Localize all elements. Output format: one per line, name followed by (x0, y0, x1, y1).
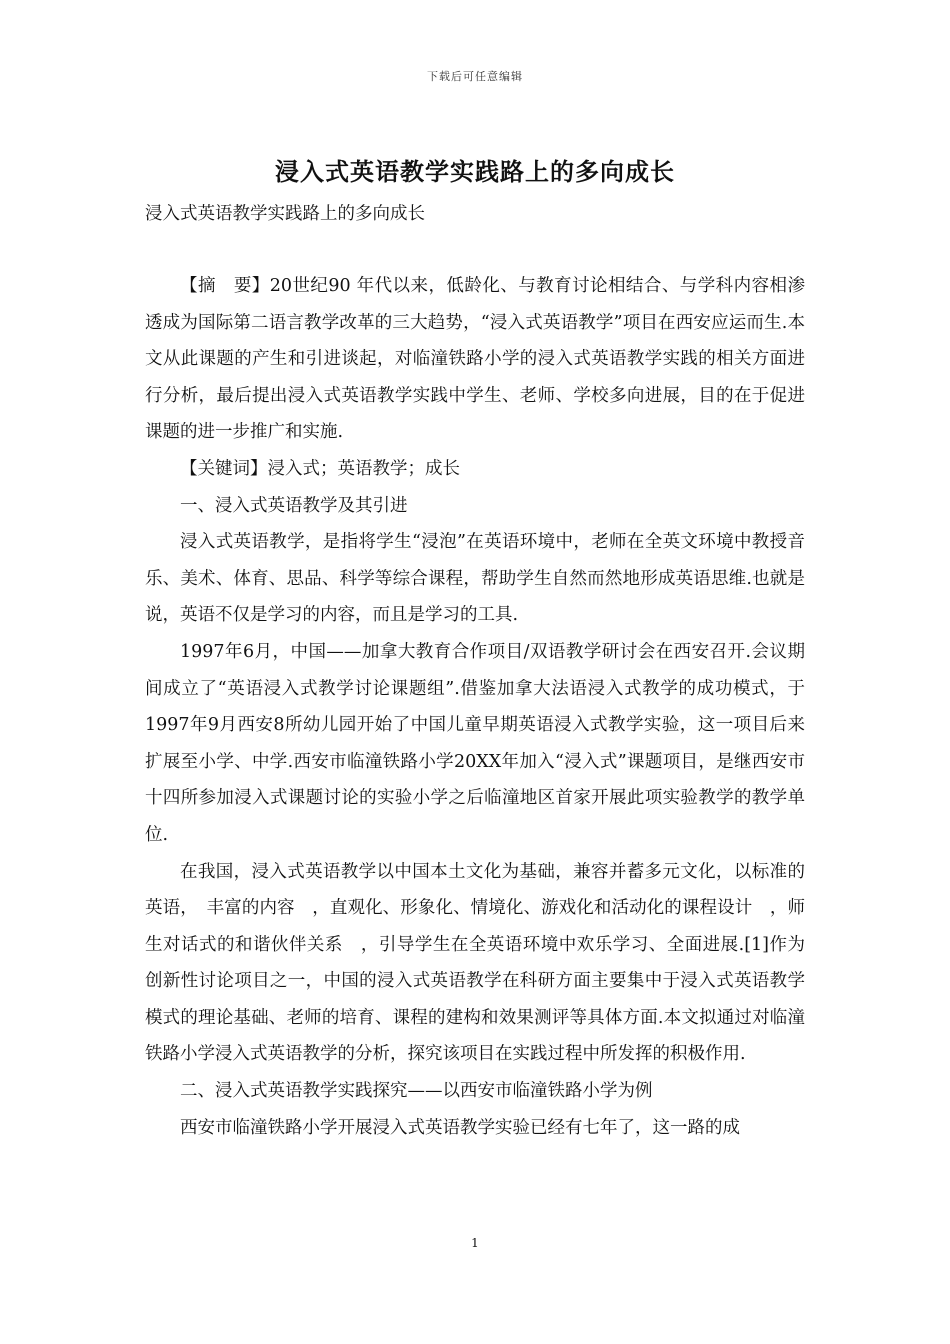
body-paragraph: 1997年6月，中国——加拿大教育合作项目/双语教学研讨会在西安召开.会议期间成立了“英语浸入式教学讨论课题组”.借鉴加拿大法语浸入式教学的成功模式，于1997年9月西安8所幼儿园开始了中国儿童早期英语浸入式教学实验，这一项目后来扩展至小学、中学.西安市临潼铁路小学20XX年加入“浸入式”课题项目，是继西安市十四所参加浸入式课题讨论的实验小学之后临潼地区首家开展此项实验教学的教学单位. (145, 641, 805, 845)
header-note: 下载后可任意编辑 (427, 70, 523, 83)
document-subtitle: 浸入式英语教学实践路上的多向成长 (145, 204, 425, 224)
document-title: 浸入式英语教学实践路上的多向成长 (275, 157, 675, 186)
body-paragraph: 西安市临潼铁路小学开展浸入式英语教学实验已经有七年了，这一路的成 (180, 1117, 740, 1138)
keywords-paragraph: 【关键词】浸入式；英语教学；成长 (180, 458, 460, 479)
abstract-paragraph: 【摘 要】20世纪90 年代以来，低龄化、与教育讨论相结合、与学科内容相渗透成为国际第二语言教学改革的三大趋势，“浸入式英语教学”项目在西安应运而生.本文从此课题的产生和引进谈起，对临潼铁路小学的浸入式英语教学实践的相关方面进行分析，最后提出浸入式英语教学实践中学生、老师、学校多向进展，目的在于促进课题的进一步推广和实施. (145, 276, 805, 443)
section-heading-1: 一、浸入式英语教学及其引进 (180, 495, 408, 516)
body-paragraph: 在我国，浸入式英语教学以中国本土文化为基础，兼容并蓄多元文化，以标准的英语， 丰富的内容 ，直观化、形象化、情境化、游戏化和活动化的课程设计 ，师生对话式的和谐伙伴关系 ，引导学生在全英语环境中欢乐学习、全面进展.[1]作为创新性讨论项目之一，中国的浸入式英语教学在科研方面主要集中于浸入式英语教学模式的理论基础、老师的培育、课程的建构和效果测评等具体方面.本文拟通过对临潼铁路小学浸入式英语教学的分析，探究该项目在实践过程中所发挥的积极作用. (145, 861, 805, 1065)
section-heading-2: 二、浸入式英语教学实践探究——以西安市临潼铁路小学为例 (180, 1081, 653, 1102)
page-number: 1 (471, 1236, 479, 1250)
document-body (145, 268, 805, 1146)
body-paragraph: 浸入式英语教学，是指将学生“浸泡”在英语环境中，老师在全英文环境中教授音乐、美术、体育、思品、科学等综合课程，帮助学生自然而然地形成英语思维.也就是说，英语不仅是学习的内容，而且是学习的工具. (145, 532, 805, 626)
